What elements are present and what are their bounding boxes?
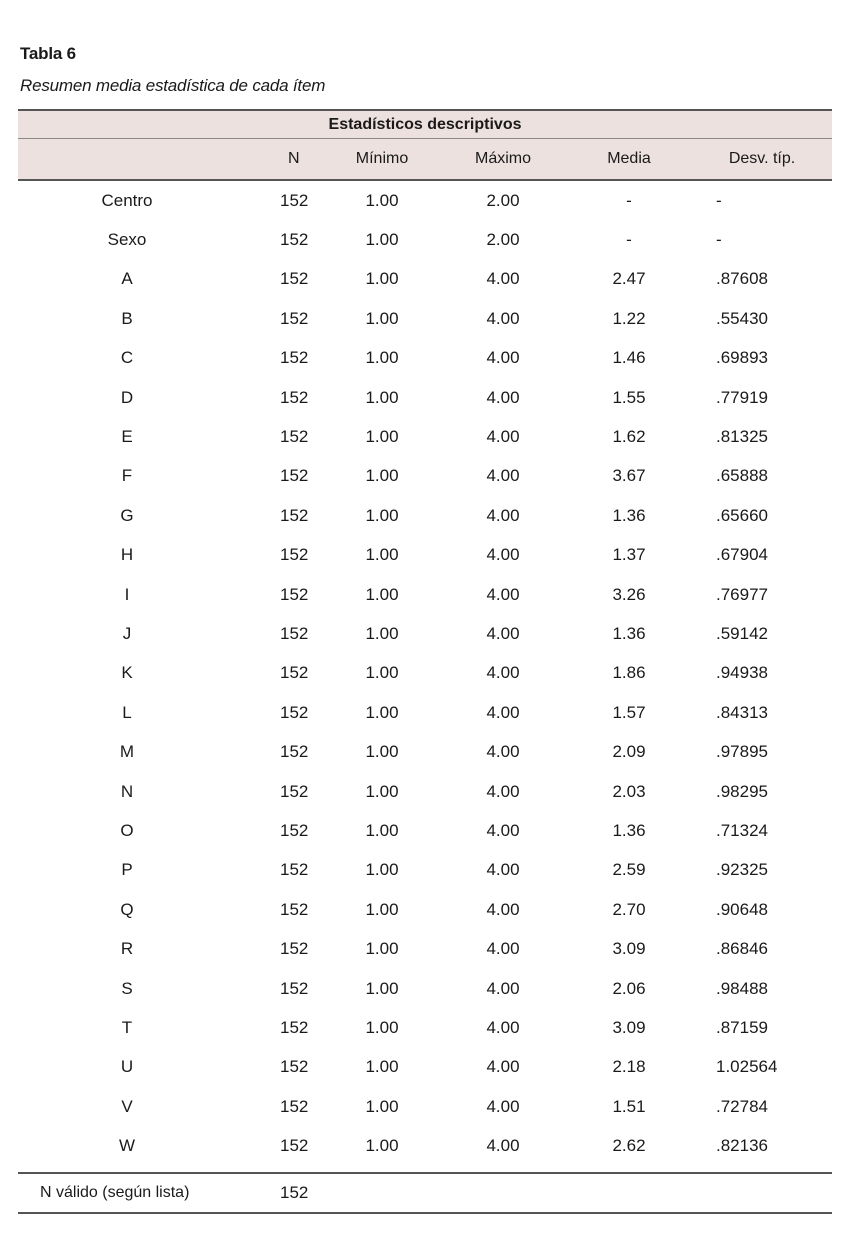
- n-cell: 152: [280, 781, 309, 801]
- maximum-cell: 4.00: [486, 466, 520, 486]
- maximum-cell: 4.00: [486, 1017, 520, 1037]
- table-row: [18, 1087, 832, 1126]
- n-cell: 152: [280, 269, 309, 289]
- n-cell: 152: [280, 466, 309, 486]
- table-row: [18, 1008, 832, 1047]
- n-cell: 152: [280, 860, 309, 880]
- mean-cell: 2.59: [612, 860, 646, 880]
- row-label-cell: N: [120, 781, 134, 801]
- std-dev-cell: .94938: [716, 663, 768, 683]
- mean-cell: 2.62: [612, 1136, 646, 1156]
- minimum-cell: 1.00: [365, 584, 399, 604]
- maximum-cell: 4.00: [486, 702, 520, 722]
- column-header-label: [18, 139, 230, 181]
- n-cell: 152: [280, 663, 309, 683]
- group-header: Estadísticos descriptivos: [18, 110, 832, 139]
- mean-cell: 1.36: [612, 505, 646, 525]
- n-cell: 152: [280, 1096, 309, 1116]
- table-row: [18, 693, 832, 732]
- std-dev-cell: .72784: [716, 1096, 768, 1116]
- std-dev-cell: .55430: [716, 308, 768, 328]
- n-cell: 152: [280, 308, 309, 328]
- row-label-cell: E: [121, 427, 133, 447]
- row-label-cell: L: [122, 702, 132, 722]
- std-dev-cell: .76977: [716, 584, 768, 604]
- row-label-cell: A: [121, 269, 133, 289]
- n-cell: 152: [280, 820, 309, 840]
- row-label-cell: Q: [120, 899, 134, 919]
- minimum-cell: 1.00: [365, 663, 399, 683]
- table-column-header-row: [18, 139, 832, 181]
- minimum-cell: 1.00: [365, 1017, 399, 1037]
- row-label-cell: J: [122, 623, 132, 643]
- std-dev-cell: .97895: [716, 742, 768, 762]
- std-dev-cell: .87608: [716, 269, 768, 289]
- row-label-cell: M: [119, 742, 135, 762]
- row-label-cell: U: [120, 1057, 134, 1077]
- mean-cell: 1.37: [612, 545, 646, 565]
- table-label: Tabla 6: [20, 44, 76, 63]
- maximum-cell: 4.00: [486, 663, 520, 683]
- std-dev-cell: .86846: [716, 939, 768, 959]
- std-dev-cell: .92325: [716, 860, 768, 880]
- maximum-cell: 4.00: [486, 820, 520, 840]
- row-label-cell: O: [120, 820, 134, 840]
- table-row: [18, 496, 832, 535]
- row-label-cell: T: [121, 1017, 133, 1037]
- minimum-cell: 1.00: [365, 702, 399, 722]
- mean-cell: 3.09: [612, 1017, 646, 1037]
- maximum-cell: 4.00: [486, 505, 520, 525]
- std-dev-cell: .69893: [716, 348, 768, 368]
- maximum-cell: 4.00: [486, 269, 520, 289]
- std-dev-cell: .65660: [716, 505, 768, 525]
- minimum-cell: 1.00: [365, 860, 399, 880]
- mean-cell: 1.36: [612, 820, 646, 840]
- std-dev-cell: .98295: [716, 781, 768, 801]
- table-row: [18, 732, 832, 771]
- row-label-cell: Centro: [101, 190, 153, 210]
- table-row: [18, 1048, 832, 1087]
- n-cell: 152: [280, 545, 309, 565]
- row-label-cell: K: [121, 663, 133, 683]
- minimum-cell: 1.00: [365, 308, 399, 328]
- table-row: [18, 575, 832, 614]
- minimum-cell: 1.00: [365, 939, 399, 959]
- std-dev-cell: .67904: [716, 545, 768, 565]
- table-row: [18, 772, 832, 811]
- table-row: [18, 1126, 832, 1172]
- maximum-cell: 4.00: [486, 584, 520, 604]
- table-row: [18, 180, 832, 220]
- table-row: [18, 811, 832, 850]
- n-cell: 152: [280, 1057, 309, 1077]
- maximum-cell: 2.00: [486, 230, 520, 250]
- mean-cell: 1.22: [612, 308, 646, 328]
- mean-cell: 2.09: [612, 742, 646, 762]
- mean-cell: 2.47: [612, 269, 646, 289]
- row-label-cell: W: [118, 1136, 136, 1156]
- row-label-cell: D: [120, 387, 134, 407]
- minimum-cell: 1.00: [365, 505, 399, 525]
- maximum-cell: 4.00: [486, 308, 520, 328]
- row-label-cell: R: [120, 939, 134, 959]
- std-dev-cell: .81325: [716, 427, 768, 447]
- std-dev-cell: 1.02564: [716, 1057, 778, 1077]
- std-dev-cell: .65888: [716, 466, 768, 486]
- mean-cell: 3.67: [612, 466, 646, 486]
- maximum-cell: 2.00: [486, 190, 520, 210]
- std-dev-cell: .71324: [716, 820, 768, 840]
- minimum-cell: 1.00: [365, 466, 399, 486]
- minimum-cell: 1.00: [365, 1096, 399, 1116]
- n-cell: 152: [280, 978, 309, 998]
- table-row: [18, 220, 832, 259]
- std-dev-cell: .98488: [716, 978, 768, 998]
- minimum-cell: 1.00: [365, 230, 399, 250]
- maximum-cell: 4.00: [486, 623, 520, 643]
- std-dev-cell: -: [716, 230, 722, 250]
- table-row: [18, 969, 832, 1008]
- mean-cell: 2.70: [612, 899, 646, 919]
- column-header-minimum: Mínimo: [324, 139, 440, 181]
- maximum-cell: 4.00: [486, 545, 520, 565]
- table-row: [18, 890, 832, 929]
- mean-cell: 2.18: [612, 1057, 646, 1077]
- mean-cell: 1.36: [612, 623, 646, 643]
- table-caption: Resumen media estadística de cada ítem: [20, 76, 326, 95]
- row-label-cell: I: [124, 584, 130, 604]
- table-row: [18, 536, 832, 575]
- maximum-cell: 4.00: [486, 742, 520, 762]
- column-header-n: N: [230, 139, 324, 181]
- table-row: [18, 929, 832, 968]
- maximum-cell: 4.00: [486, 1057, 520, 1077]
- minimum-cell: 1.00: [365, 387, 399, 407]
- n-cell: 152: [280, 505, 309, 525]
- footer-label: N válido (según lista): [18, 1173, 230, 1213]
- table-row: [18, 378, 832, 417]
- mean-cell: 1.57: [612, 702, 646, 722]
- minimum-cell: 1.00: [365, 1057, 399, 1077]
- std-dev-cell: .87159: [716, 1017, 768, 1037]
- n-cell: 152: [280, 742, 309, 762]
- row-label-cell: B: [121, 308, 133, 328]
- n-cell: 152: [280, 1017, 309, 1037]
- row-label-cell: C: [120, 348, 134, 368]
- column-header-mean: Media: [566, 139, 692, 181]
- row-label-cell: S: [121, 978, 133, 998]
- mean-cell: 1.62: [612, 427, 646, 447]
- n-cell: 152: [280, 899, 309, 919]
- maximum-cell: 4.00: [486, 781, 520, 801]
- table-row: [18, 851, 832, 890]
- row-label-cell: P: [121, 860, 133, 880]
- mean-cell: 1.86: [612, 663, 646, 683]
- mean-cell: -: [626, 230, 632, 250]
- minimum-cell: 1.00: [365, 427, 399, 447]
- minimum-cell: 1.00: [365, 545, 399, 565]
- mean-cell: 3.09: [612, 939, 646, 959]
- table-row: [18, 654, 832, 693]
- n-cell: 152: [280, 1136, 309, 1156]
- table-row: [18, 457, 832, 496]
- maximum-cell: 4.00: [486, 860, 520, 880]
- maximum-cell: 4.00: [486, 899, 520, 919]
- table-body: [18, 180, 832, 1173]
- column-header-maximum: Máximo: [440, 139, 566, 181]
- n-cell: 152: [280, 230, 309, 250]
- maximum-cell: 4.00: [486, 1136, 520, 1156]
- row-label-cell: G: [120, 505, 134, 525]
- minimum-cell: 1.00: [365, 820, 399, 840]
- row-label-cell: V: [121, 1096, 133, 1116]
- table-row: [18, 260, 832, 299]
- table-footer-row: [18, 1173, 832, 1213]
- std-dev-cell: .90648: [716, 899, 768, 919]
- maximum-cell: 4.00: [486, 427, 520, 447]
- n-cell: 152: [280, 702, 309, 722]
- n-cell: 152: [280, 190, 309, 210]
- minimum-cell: 1.00: [365, 1136, 399, 1156]
- mean-cell: 1.51: [612, 1096, 646, 1116]
- column-header-std-dev: Desv. típ.: [692, 139, 832, 181]
- std-dev-cell: .82136: [716, 1136, 768, 1156]
- maximum-cell: 4.00: [486, 939, 520, 959]
- footer-empty-cell: [324, 1173, 440, 1213]
- table-row: [18, 299, 832, 338]
- descriptive-statistics-table: [18, 109, 832, 1214]
- row-label-cell: Sexo: [107, 230, 147, 250]
- table-row: [18, 417, 832, 456]
- n-cell: 152: [280, 623, 309, 643]
- mean-cell: 1.55: [612, 387, 646, 407]
- footer-empty-cell: [440, 1173, 566, 1213]
- n-cell: 152: [280, 939, 309, 959]
- minimum-cell: 1.00: [365, 899, 399, 919]
- n-cell: 152: [280, 348, 309, 368]
- mean-cell: 2.03: [612, 781, 646, 801]
- std-dev-cell: .84313: [716, 702, 768, 722]
- std-dev-cell: -: [716, 190, 722, 210]
- table-row: [18, 614, 832, 653]
- mean-cell: 1.46: [612, 348, 646, 368]
- footer-empty-cell: [566, 1173, 692, 1213]
- minimum-cell: 1.00: [365, 781, 399, 801]
- table-group-header-row: [18, 110, 832, 139]
- minimum-cell: 1.00: [365, 269, 399, 289]
- std-dev-cell: .59142: [716, 623, 768, 643]
- row-label-cell: F: [121, 466, 133, 486]
- minimum-cell: 1.00: [365, 190, 399, 210]
- maximum-cell: 4.00: [486, 1096, 520, 1116]
- table-row: [18, 339, 832, 378]
- minimum-cell: 1.00: [365, 978, 399, 998]
- minimum-cell: 1.00: [365, 623, 399, 643]
- footer-empty-cell: [692, 1173, 832, 1213]
- n-cell: 152: [280, 427, 309, 447]
- maximum-cell: 4.00: [486, 978, 520, 998]
- maximum-cell: 4.00: [486, 387, 520, 407]
- minimum-cell: 1.00: [365, 348, 399, 368]
- std-dev-cell: .77919: [716, 387, 768, 407]
- minimum-cell: 1.00: [365, 742, 399, 762]
- mean-cell: 3.26: [612, 584, 646, 604]
- n-cell: 152: [280, 584, 309, 604]
- mean-cell: -: [626, 190, 632, 210]
- maximum-cell: 4.00: [486, 348, 520, 368]
- n-cell: 152: [280, 387, 309, 407]
- footer-n: 152: [230, 1173, 324, 1213]
- mean-cell: 2.06: [612, 978, 646, 998]
- row-label-cell: H: [120, 545, 134, 565]
